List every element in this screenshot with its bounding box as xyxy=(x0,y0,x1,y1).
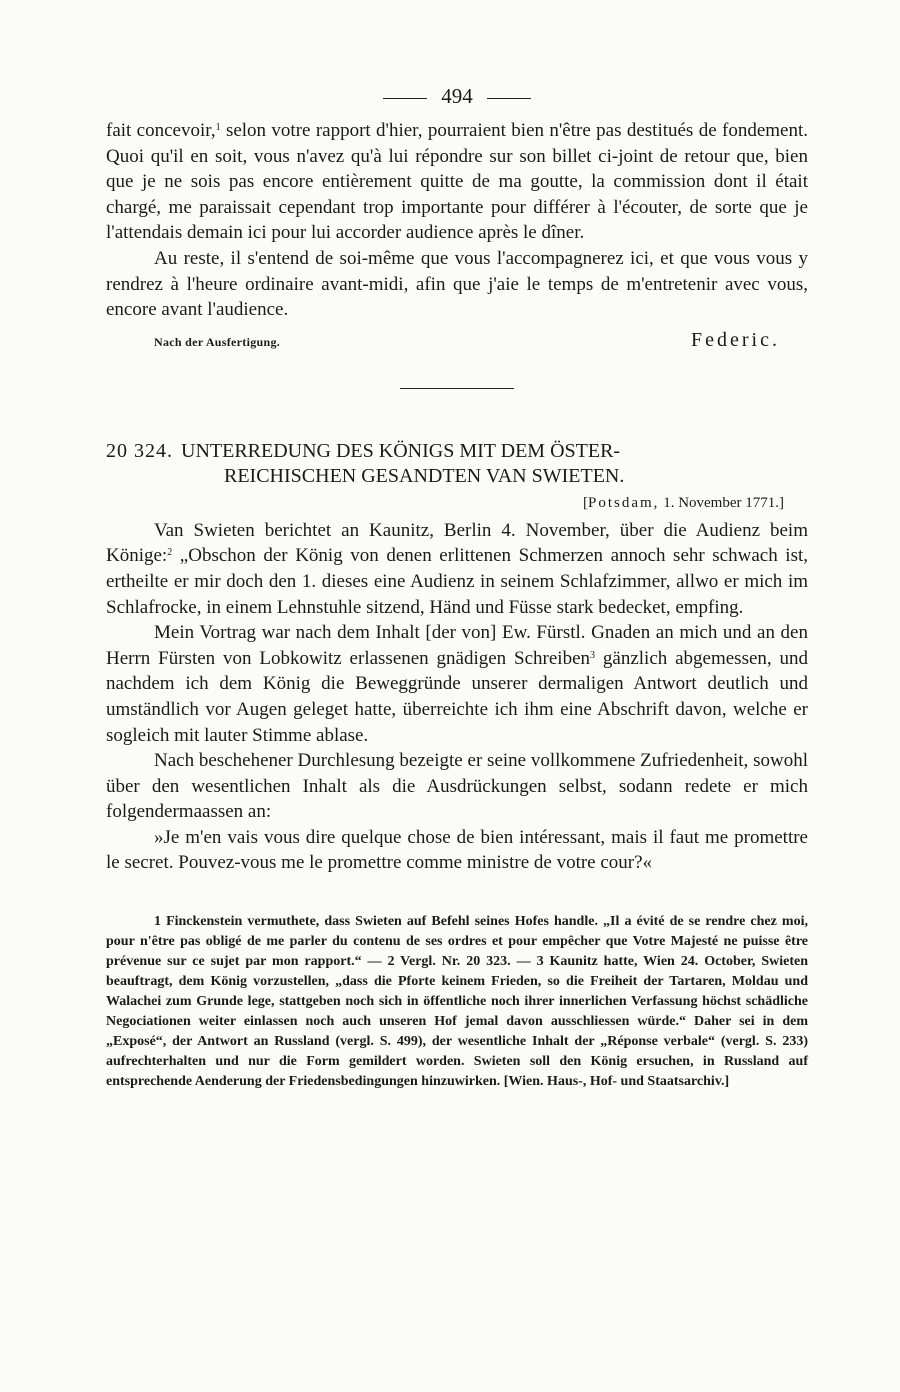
report-paragraph-1-b: „Obschon der König von denen erlittenen Schmerzen annoch sehr schwach ist, ertheilte er mir doch den 1. dieses eine Audienz in seinem Schlafzimmer, allwo er mich im Schlafrocke, in einem Lehnstuhle sitzend, Händ und Füsse stark bedecket, empfing. xyxy=(106,545,808,618)
letter-paragraph-2: Au reste, il s'entend de soi-même que vous l'accompagnerez ici, et que vous vous y rendrez à l'heure ordinaire avant-midi, afin que j'aie le temps de m'entretenir avec vous, encore avant l'audience. xyxy=(106,247,808,321)
page-header xyxy=(106,84,808,118)
signature-line xyxy=(106,329,808,352)
date-bracket-open: [ xyxy=(583,494,588,511)
footnote-ref-3[interactable]: 3 xyxy=(590,649,596,661)
page-number: 494 xyxy=(441,84,473,108)
footnotes xyxy=(106,912,808,1092)
date-bracket-close: ] xyxy=(779,494,784,511)
source-note: Nach der Ausfertigung. xyxy=(154,334,281,349)
footnote-text: 1 Finckenstein vermuthete, dass Swieten auf Befehl seines Hofes handle. „Il a évité de se rendre chez moi, pour n'être pas obligé de me parler du contenu de ses ordres et pour empêcher que Votre Majesté ne puisse être prévenue sur ce sujet par mon rapport.“ — 2 Vergl. Nr. 20 323. — 3 Kaunitz hatte, Wien 24. October, Swieten beauftragt, dem König vorzustellen, „dass die Pforte keinem Frieden, so die Freiheit der Tartaren, Moldau und Walachei zum Grunde lege, stattgeben noch sich in öffentliche noch ihrer innerlichen Verfassung höchst schädliche Negociationen weiter einlassen noch auch unseren Hof jemal davon ausschliessen würde.“ Daher sei in dem „Exposé“, der Antwort an Russland (vergl. S. 499), der wesentliche Inhalt der „Réponse verbale“ (vergl. S. 233) aufrechterhalten und nur die Form gemildert worden. Swieten soll den König ersuchen, in Russland auf entsprechende Aenderung der Friedensbedingungen hinzuwirken. [Wien. Haus-, Hof- und Staatsarchiv.] xyxy=(106,914,808,1090)
section-title-line-1: UNTERREDUNG DES KÖNIGS MIT DEM ÖSTER- xyxy=(181,439,621,462)
signature: Federic. xyxy=(691,328,780,351)
section-heading xyxy=(106,439,808,489)
footnote-ref-2[interactable]: 2 xyxy=(167,547,173,559)
section-date xyxy=(106,495,784,512)
footnote-ref-1[interactable]: 1 xyxy=(215,122,221,133)
section-divider xyxy=(400,388,514,389)
date-day: 1. November 1771. xyxy=(663,494,779,511)
report-paragraph-2-a: Mein Vortrag war nach dem Inhalt [der von] Ew. Fürstl. Gnaden an mich und an den Herrn Fürsten von Lobkowitz erlassenen gnädigen Schreiben xyxy=(106,622,808,669)
letter-paragraph-1-start: fait concevoir, xyxy=(106,120,216,141)
report-paragraph-3: Nach beschehener Durchlesung bezeigte er seine vollkommene Zufriedenheit, sowohl über den wesentlichen Inhalt als die Ausdrückungen selbst, sodann redete er mich folgendermaassen an: xyxy=(106,750,808,823)
section-title-line-2: REICHISCHEN GESANDTEN VAN SWIETEN. xyxy=(224,464,625,487)
report-paragraph-1 xyxy=(106,518,808,620)
document-page xyxy=(106,84,808,1092)
date-place: Potsdam, xyxy=(588,494,660,511)
report-paragraph-4: »Je m'en vais vous dire quelque chose de bien intéressant, mais il faut me promettre le secret. Pouvez-vous me le promettre comme ministre de votre cour?« xyxy=(106,826,808,874)
letter-paragraph-1-rest: selon votre rapport d'hier, pourraient bien n'être pas destitués de fondement. Quoi qu'il en soit, vous n'avez qu'à lui répondre sur son billet ci-joint de retour que, bien que je ne sois pas encore entièrement quitte de ma goutte, la commission dont il était chargé, me paraissait cependant trop importante pour différer à l'écouter, de sorte que je l'attendais demain ici pour lui accorder audience après le dîner. xyxy=(106,120,808,244)
report-paragraph-2-b: gänzlich abgemessen, und nachdem ich dem König die Beweggründe unserer dermaligen Antwort deutlich und umständlich vor Augen geleget hatte, überreichte ich ihm eine Abschrift davon, welche er sogleich mit lauter Stimme ablase. xyxy=(106,647,809,746)
section-number: 20 324. xyxy=(106,439,173,462)
letter-paragraph-1 xyxy=(106,118,808,246)
header-dash-right xyxy=(487,98,531,99)
header-dash-left xyxy=(383,98,427,99)
report-paragraph-2 xyxy=(106,620,808,748)
report-paragraph-1-a: Van Swieten berichtet an Kaunitz, Berlin 4. November, über die Audienz beim Könige: xyxy=(106,519,808,567)
